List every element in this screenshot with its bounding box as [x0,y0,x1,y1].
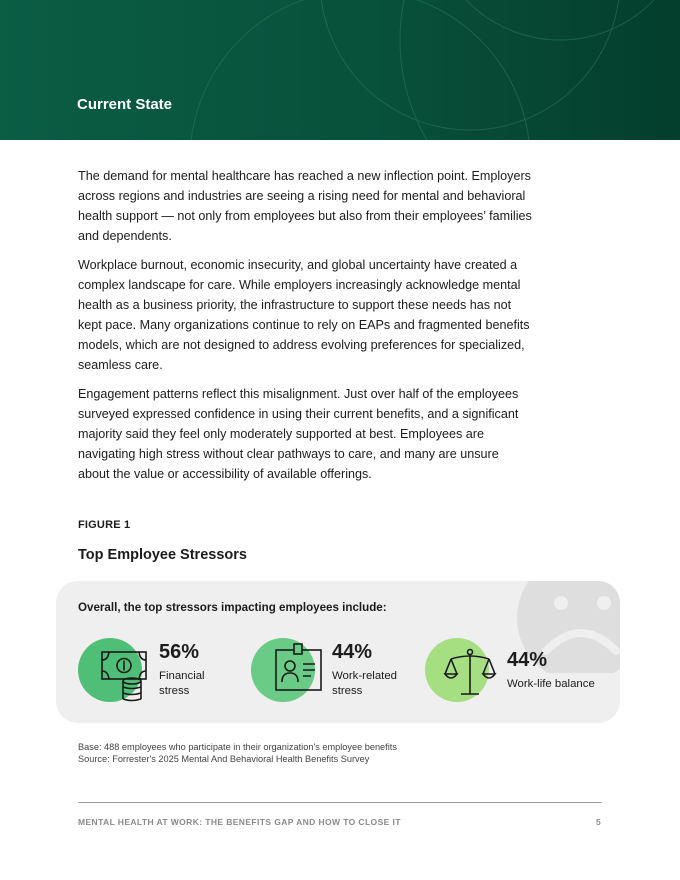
money-icon [78,638,158,704]
stat-label: Work-related stress [332,670,397,697]
stressors-card [56,581,620,723]
stat-work-life [425,638,615,706]
stat-work-related [251,638,411,706]
figure-footnote [78,741,397,765]
paragraph-3: Engagement patterns reflect this misalignment. Just over half of the employees surveyed expressed confidence in using their current benefits, and a significant majority said they feel only moderately supported at best. Employees are navigating high stress without clear pathways to care, and many are unsure about the value or accessibility of available offerings. [78,387,519,481]
figure-title: Top Employee Stressors [78,547,247,563]
paragraph-2: Workplace burnout, economic insecurity, and global uncertainty have created a complex landscape for care. While employers increasingly acknowledge mental health as a business priority, the infrastructure to support these needs has not kept pace. Many organizations continue to rely on EAPs and fragmented benefits models, which are not designed to address evolving preferences for specialized, seamless care. [78,258,530,372]
header-banner [0,0,680,140]
banner-decoration [0,0,680,140]
page-number: 5 [596,817,601,827]
stat-percent: 56% [159,641,200,663]
stat-label: Financial stress [159,670,205,697]
figure-label: FIGURE 1 [78,519,131,531]
paragraph-1: The demand for mental healthcare has reached a new inflection point. Employers across regions and industries are seeing a rising need for mental and behavioral health support — not only from employees but also from their employees’ families and dependents. [78,169,532,243]
scale-icon [425,638,505,704]
stat-label: Work-life balance [507,678,595,690]
body-text [78,166,533,493]
card-heading: Overall, the top stressors impacting employees include: [78,601,387,614]
base-note: Base: 488 employees who participate in their organization's employee benefits [78,742,397,752]
page-title: Current State [77,96,173,113]
footer-title: MENTAL HEALTH AT WORK: THE BENEFITS GAP AND HOW TO CLOSE IT [78,817,401,827]
stat-percent: 44% [507,649,548,671]
id-badge-icon [251,638,331,704]
stat-financial [78,638,238,706]
stat-percent: 44% [332,641,373,663]
footer-divider [78,802,602,803]
source-note: Source: Forrester's 2025 Mental And Behavioral Health Benefits Survey [78,754,370,764]
